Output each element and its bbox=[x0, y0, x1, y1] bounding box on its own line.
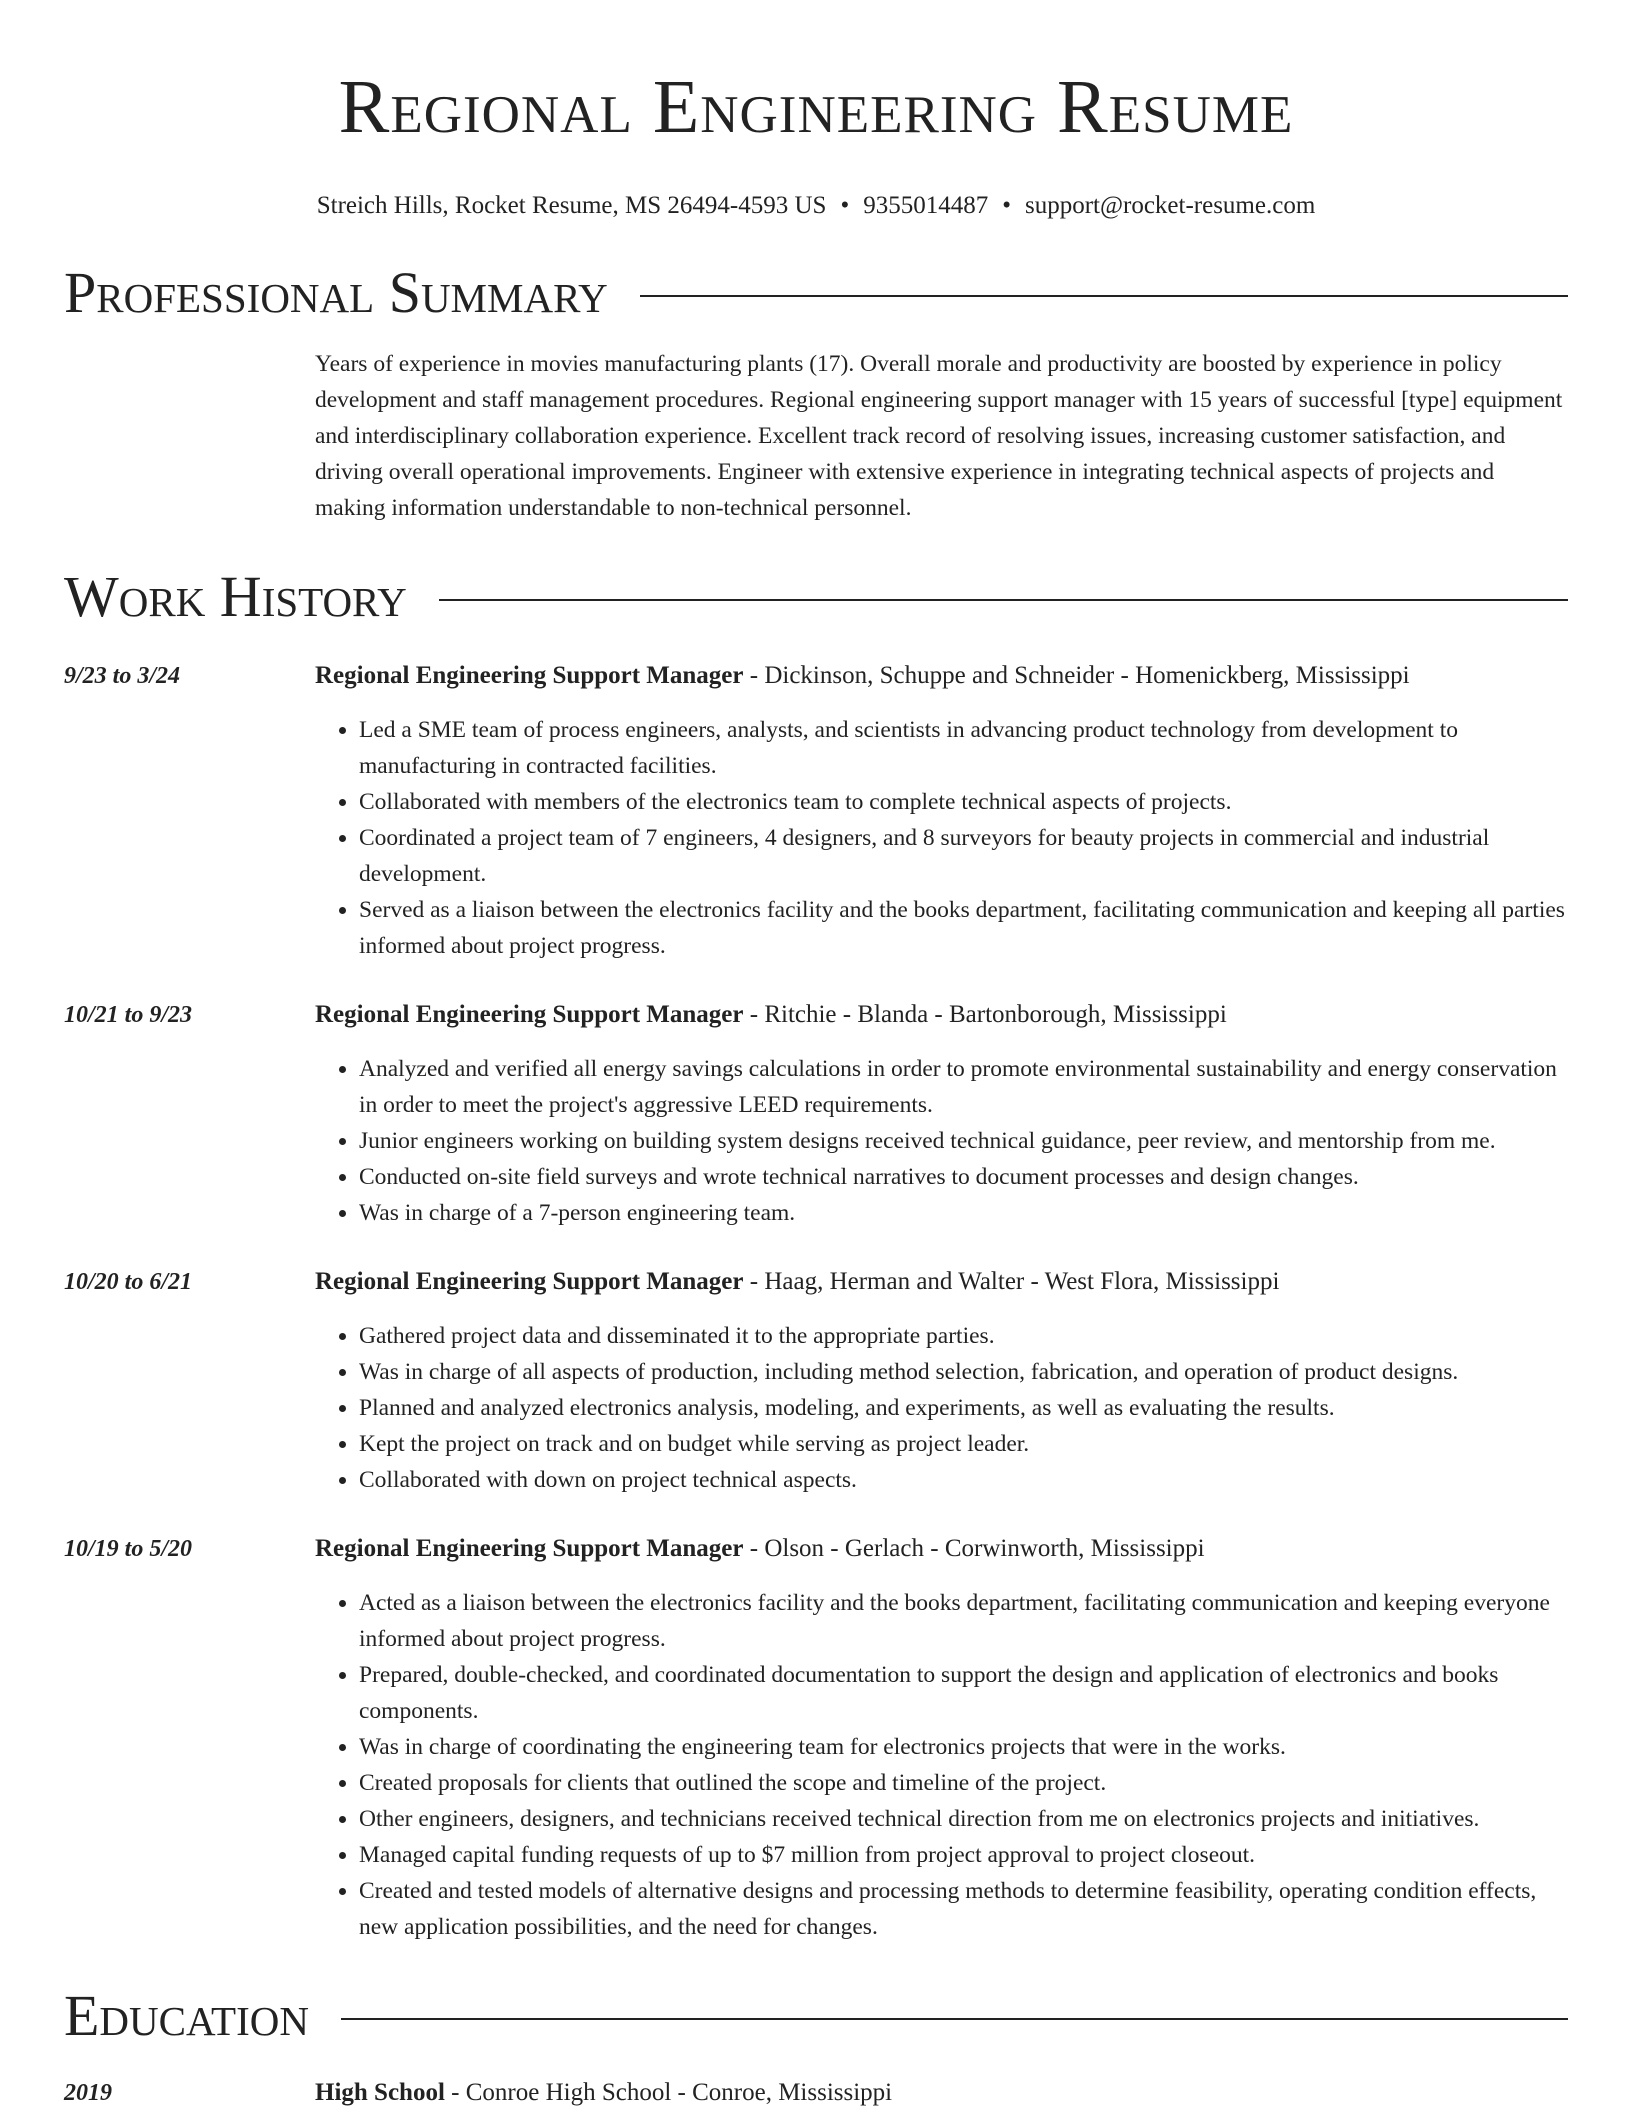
job-bullet: • Junior engineers working on building system designs received technical guidance, peer review, and mentorship from me. bbox=[359, 1123, 1568, 1159]
job-bullet: • Was in charge of all aspects of production, including method selection, fabrication, and operation of product designs. bbox=[359, 1354, 1568, 1390]
job-bullet: • Other engineers, designers, and technicians received technical direction from me on electronics projects and initiatives. bbox=[359, 1801, 1568, 1837]
work-heading: Work History bbox=[64, 564, 407, 629]
job-bullet: • Kept the project on track and on budget while serving as project leader. bbox=[359, 1426, 1568, 1462]
contact-separator: • bbox=[840, 192, 850, 219]
education-details: - Conroe High School - Conroe, Mississippi bbox=[444, 2079, 893, 2106]
job-body bbox=[315, 1264, 1568, 1498]
education-heading: Education bbox=[64, 1983, 309, 2048]
job-details: - Ritchie - Blanda - Bartonborough, Mississippi bbox=[743, 1001, 1227, 1028]
job-dates: 9/23 to 3/24 bbox=[64, 663, 181, 689]
job-bullet: • Gathered project data and disseminated it to the appropriate parties. bbox=[359, 1318, 1568, 1354]
job-body bbox=[315, 658, 1568, 964]
job-bullet: • Collaborated with down on project technical aspects. bbox=[359, 1462, 1568, 1498]
job-entry bbox=[64, 997, 1568, 1231]
job-entry bbox=[64, 1531, 1568, 1945]
job-bullet: • Was in charge of coordinating the engineering team for electronics projects that were in the works. bbox=[359, 1729, 1568, 1765]
job-bullet: • Served as a liaison between the electronics facility and the books department, facilitating communication and keeping all parties informed about project progress. bbox=[359, 892, 1568, 964]
job-details: - Haag, Herman and Walter - West Flora, Mississippi bbox=[743, 1268, 1280, 1295]
job-bullet: • Led a SME team of process engineers, analysts, and scientists in advancing product technology from development to manufacturing in contracted facilities. bbox=[359, 712, 1568, 784]
job-bullet: • Conducted on-site field surveys and wrote technical narratives to document processes and design changes. bbox=[359, 1159, 1568, 1195]
section-divider bbox=[439, 599, 1568, 601]
job-title-line bbox=[315, 1264, 1568, 1300]
contact-phone: 9355014487 bbox=[863, 192, 989, 219]
job-title: Regional Engineering Support Manager bbox=[315, 662, 744, 689]
contact-separator: • bbox=[1002, 192, 1011, 219]
education-section-header bbox=[64, 1981, 1568, 2051]
job-entry bbox=[64, 1264, 1568, 1498]
job-entry bbox=[64, 658, 1568, 964]
job-details: - Dickinson, Schuppe and Schneider - Homenickberg, Mississippi bbox=[743, 662, 1410, 689]
contact-email: support@rocket-resume.com bbox=[1024, 192, 1316, 219]
job-body bbox=[315, 1531, 1568, 1945]
job-bullet: • Planned and analyzed electronics analysis, modeling, and experiments, as well as evaluating the results. bbox=[359, 1390, 1568, 1426]
summary-heading: Professional Summary bbox=[64, 260, 608, 325]
resume-name: Regional Engineering Resume bbox=[338, 65, 1294, 149]
education-degree: High School bbox=[315, 2079, 445, 2106]
job-bullet: • Collaborated with members of the electronics team to complete technical aspects of projects. bbox=[359, 784, 1568, 820]
job-bullet: • Was in charge of a 7-person engineering team. bbox=[359, 1195, 1568, 1231]
job-bullet: • Created and tested models of alternative designs and processing methods to determine feasibility, operating condition effects, new application possibilities, and the need for changes. bbox=[359, 1873, 1568, 1945]
job-details: - Olson - Gerlach - Corwinworth, Mississippi bbox=[743, 1535, 1205, 1562]
job-bullet: • Prepared, double-checked, and coordinated documentation to support the design and application of electronics and books components. bbox=[359, 1657, 1568, 1729]
section-divider bbox=[341, 2018, 1568, 2020]
job-title: Regional Engineering Support Manager bbox=[315, 1535, 744, 1562]
job-title: Regional Engineering Support Manager bbox=[315, 1268, 744, 1295]
job-bullet: • Acted as a liaison between the electronics facility and the books department, facilitating communication and keeping everyone informed about project progress. bbox=[359, 1585, 1568, 1657]
education-line bbox=[315, 2075, 1568, 2111]
contact-address: Streich Hills, Rocket Resume, MS 26494-4593 US bbox=[316, 192, 827, 219]
work-section-header bbox=[64, 562, 1568, 632]
job-bullets bbox=[315, 1585, 1568, 1945]
job-bullets bbox=[315, 712, 1568, 964]
job-bullet: • Analyzed and verified all energy savings calculations in order to promote environmental sustainability and energy conservation in order to meet the project's aggressive LEED requirements. bbox=[359, 1051, 1568, 1123]
job-bullet: • Coordinated a project team of 7 engineers, 4 designers, and 8 surveyors for beauty projects in commercial and industrial development. bbox=[359, 820, 1568, 892]
job-title-line bbox=[315, 1531, 1568, 1567]
contact-line bbox=[64, 190, 1568, 222]
job-title-line bbox=[315, 997, 1568, 1033]
job-title-line bbox=[315, 658, 1568, 694]
job-bullets bbox=[315, 1051, 1568, 1231]
job-bullet: • Created proposals for clients that outlined the scope and timeline of the project. bbox=[359, 1765, 1568, 1801]
job-body bbox=[315, 997, 1568, 1231]
education-entry bbox=[64, 2075, 1568, 2111]
job-dates: 10/19 to 5/20 bbox=[64, 1536, 193, 1562]
summary-section-header bbox=[64, 258, 1568, 328]
job-bullets bbox=[315, 1318, 1568, 1498]
job-title: Regional Engineering Support Manager bbox=[315, 1001, 744, 1028]
job-bullet: • Managed capital funding requests of up to $7 million from project approval to project closeout. bbox=[359, 1837, 1568, 1873]
section-divider bbox=[640, 295, 1568, 297]
summary-text: Years of experience in movies manufacturing plants (17). Overall morale and productivity are boosted by experience in policy development and staff management procedures. Regional engineering support manager with 15 years of successful [type] equipment and interdisciplinary collaboration experience. Excellent track record of resolving issues, increasing customer satisfaction, and driving overall operational improvements. Engineer with extensive experience in integrating technical aspects of projects and making information understandable to non-technical personnel. bbox=[315, 351, 1563, 521]
education-year: 2019 bbox=[64, 2080, 112, 2106]
job-dates: 10/21 to 9/23 bbox=[64, 1002, 193, 1028]
job-dates: 10/20 to 6/21 bbox=[64, 1269, 193, 1295]
education-body bbox=[315, 2075, 1568, 2111]
